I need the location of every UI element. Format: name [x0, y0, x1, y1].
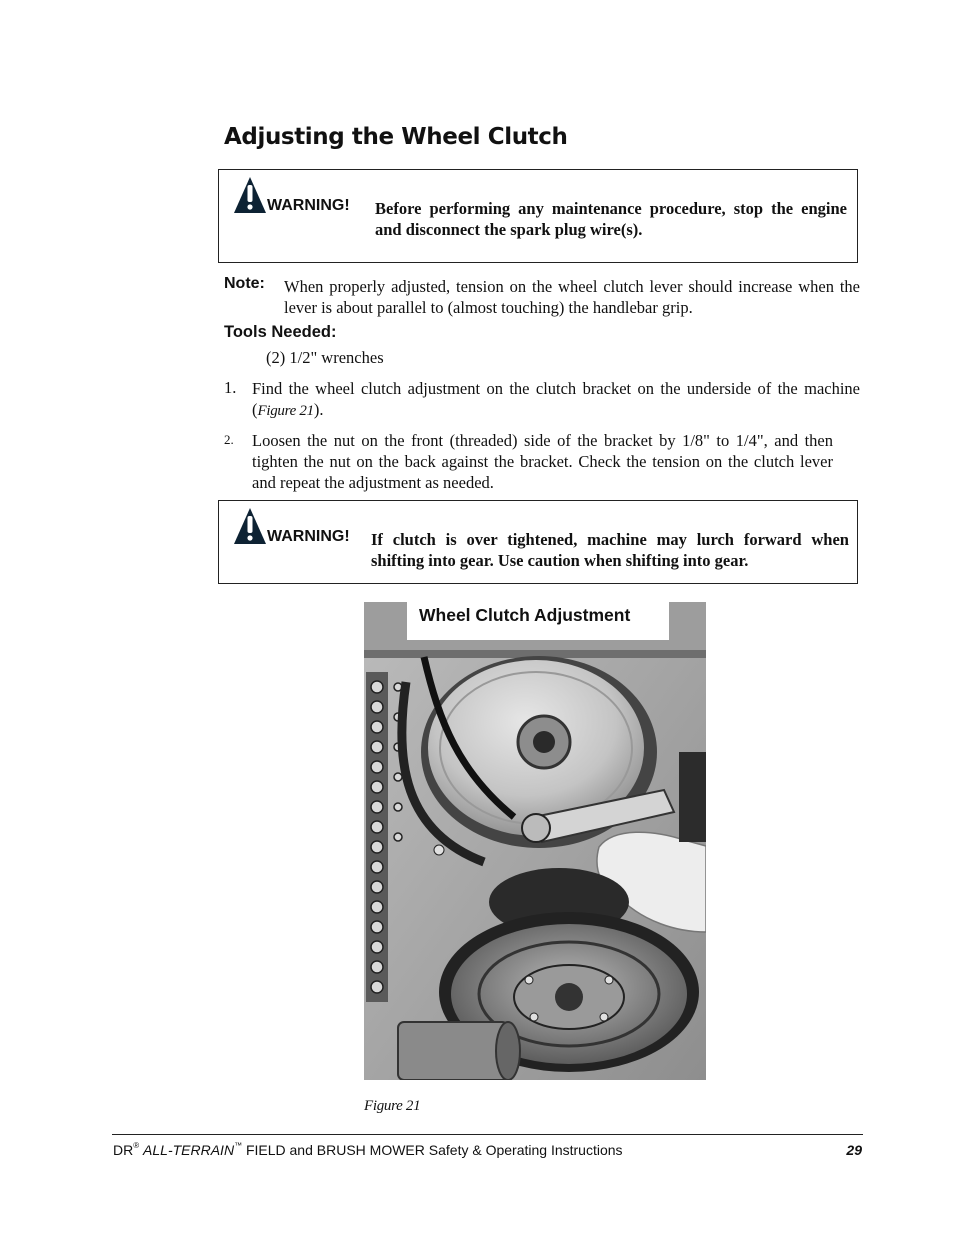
- warning-triangle-icon: [233, 507, 267, 545]
- tools-needed-heading: Tools Needed:: [224, 323, 337, 341]
- footer-brand: DR: [113, 1142, 134, 1158]
- trademark-mark: ™: [234, 1141, 243, 1150]
- note-text-content: When properly adjusted, tension on the wheel clutch lever should increase when the lever is about parallel to (almost touching) the handlebar grip.: [284, 277, 860, 317]
- warning-box-maintenance: [218, 169, 858, 263]
- registered-mark: ®: [133, 1141, 140, 1150]
- footer-rest: FIELD and BRUSH MOWER Safety & Operating Instructions: [242, 1142, 623, 1158]
- figure-caption-box: [407, 602, 669, 640]
- step-text-after: ).: [313, 400, 324, 419]
- figure-caption-title: Wheel Clutch Adjustment: [419, 605, 631, 625]
- footer-title: [113, 1142, 623, 1158]
- step-number: 2.: [224, 432, 234, 447]
- page-number: 29: [846, 1142, 862, 1158]
- step-text-before: Find the wheel clutch adjustment on the clutch bracket on the underside of the machine (: [252, 379, 860, 419]
- figure-label: Figure 21: [364, 1098, 421, 1114]
- figure-reference: Figure 21: [257, 403, 314, 419]
- tools-item: (2) 1/2" wrenches: [266, 348, 384, 367]
- footer-product: ALL-TERRAIN: [143, 1142, 235, 1158]
- warning-text-content: If clutch is over tightened, machine may lurch forward when shifting into gear. Use caution when shifting into gear.: [371, 530, 849, 570]
- footer-divider: [112, 1134, 863, 1135]
- step-text: Loosen the nut on the front (threaded) side of the bracket by 1/8" to 1/4", and then tighten the nut on the back against the bracket. Check the tension on the clutch lever and repeat the adjustment as needed.: [252, 431, 833, 492]
- step-number: 1.: [224, 378, 237, 397]
- note-text: [284, 276, 860, 318]
- photo-illustration: [364, 602, 706, 1080]
- warning-label: WARNING!: [267, 197, 350, 214]
- warning-label: WARNING!: [267, 528, 350, 545]
- warning-text-content: Before performing any maintenance procedure, stop the engine and disconnect the spark plug wire(s).: [375, 199, 847, 239]
- warning-text: [371, 529, 849, 571]
- step-text: [252, 378, 860, 422]
- note-label: Note:: [224, 275, 265, 292]
- wheel-clutch-photo: [364, 602, 706, 1080]
- warning-text: [375, 198, 847, 240]
- section-title: Adjusting the Wheel Clutch: [224, 124, 568, 150]
- warning-box-clutch: [218, 500, 858, 584]
- warning-triangle-icon: [233, 176, 267, 214]
